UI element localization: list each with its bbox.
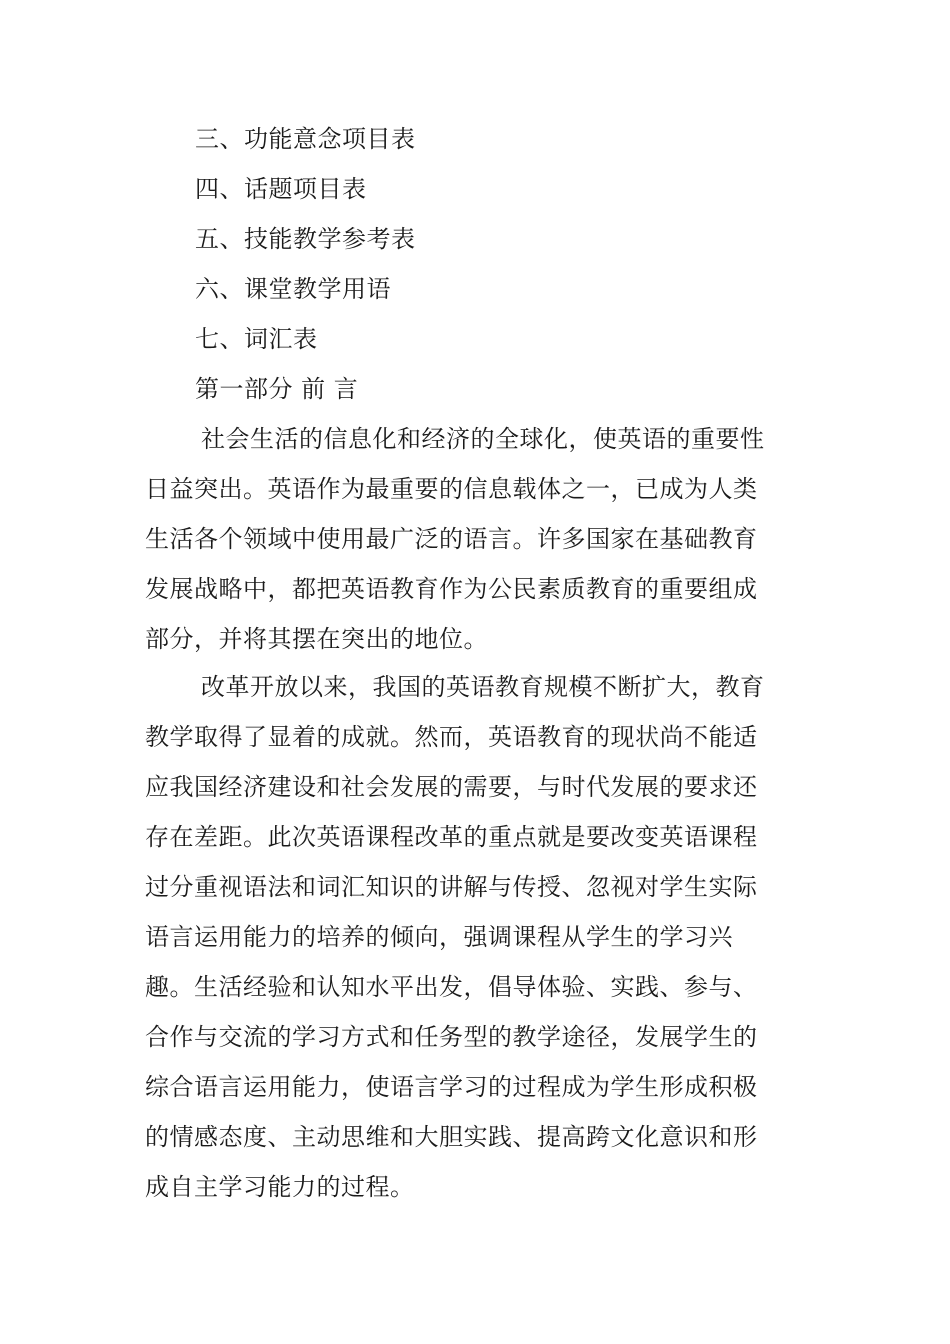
paragraph-line: 综合语言运用能力，使语言学习的过程成为学生形成积极 (145, 1073, 758, 1101)
toc-item: 七、词汇表 (195, 325, 318, 353)
section-heading: 第一部分 前 言 (195, 375, 359, 403)
paragraph-line: 语言运用能力的培养的倾向，强调课程从学生的学习兴 (145, 923, 733, 951)
paragraph-line: 发展战略中，都把英语教育作为公民素质教育的重要组成 (145, 575, 758, 603)
paragraph-line: 日益突出。英语作为最重要的信息载体之一，已成为人类 (145, 475, 758, 503)
paragraph-line: 教学取得了显着的成就。然而，英语教育的现状尚不能适 (145, 723, 758, 751)
paragraph-line: 趣。生活经验和认知水平出发，倡导体验、实践、参与、 (145, 973, 758, 1001)
toc-item: 三、功能意念项目表 (195, 125, 416, 153)
toc-item: 六、课堂教学用语 (195, 275, 391, 303)
toc-item: 五、技能教学参考表 (195, 225, 416, 253)
paragraph-line: 合作与交流的学习方式和任务型的教学途径，发展学生的 (145, 1023, 758, 1051)
table-of-contents (195, 114, 416, 364)
paragraph-line: 生活各个领域中使用最广泛的语言。许多国家在基础教育 (145, 525, 758, 553)
paragraph-line: 的情感态度、主动思维和大胆实践、提高跨文化意识和形 (145, 1123, 758, 1151)
paragraph-line: 应我国经济建设和社会发展的需要，与时代发展的要求还 (145, 773, 758, 801)
paragraph-line: 改革开放以来，我国的英语教育规模不断扩大，教育 (201, 673, 765, 701)
paragraph-line: 存在差距。此次英语课程改革的重点就是要改变英语课程 (145, 823, 758, 851)
paragraph (145, 662, 795, 1212)
paragraph-line: 成自主学习能力的过程。 (145, 1173, 415, 1201)
toc-item: 四、话题项目表 (195, 175, 367, 203)
paragraph-line: 过分重视语法和词汇知识的讲解与传授、忽视对学生实际 (145, 873, 758, 901)
paragraph-line: 部分，并将其摆在突出的地位。 (145, 625, 488, 653)
paragraph-line: 社会生活的信息化和经济的全球化，使英语的重要性 (201, 425, 765, 453)
paragraph (145, 414, 795, 664)
